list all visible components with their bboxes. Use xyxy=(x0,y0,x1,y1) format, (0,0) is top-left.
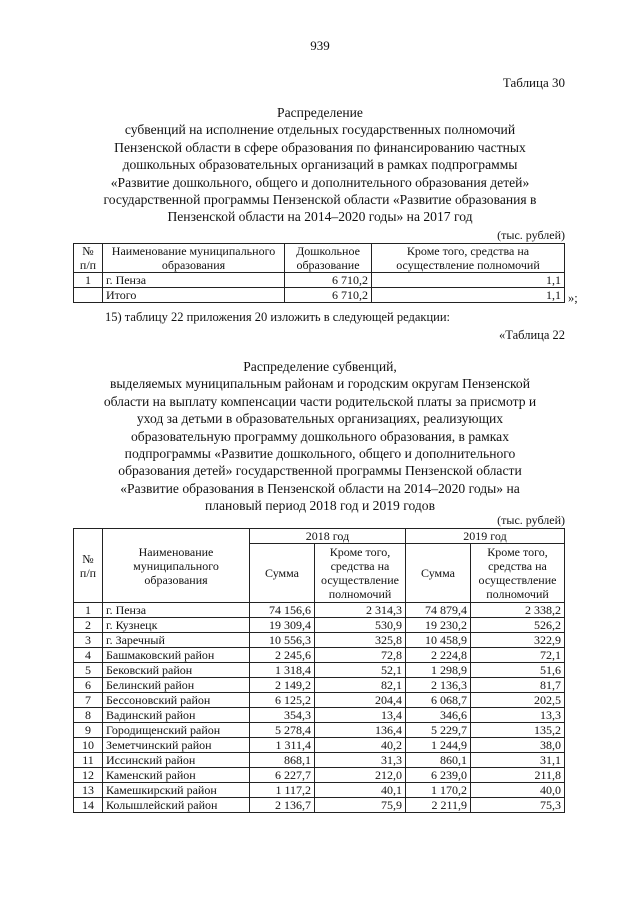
table-row xyxy=(74,648,565,663)
table22-title xyxy=(70,358,570,515)
table30-end-mark: »; xyxy=(568,291,578,305)
cell-s2018: 2 245,6 xyxy=(250,648,315,663)
cell-s2018: 6 125,2 xyxy=(250,693,315,708)
cell-extra: 1,1 xyxy=(372,273,565,288)
header-extra-2019: Кроме того, средства на осуществление полномочий xyxy=(471,544,565,603)
table-row xyxy=(74,798,565,813)
cell-num: 11 xyxy=(74,753,103,768)
table30-unit: (тыс. рублей) xyxy=(497,228,565,242)
cell-e2019: 31,1 xyxy=(471,753,565,768)
cell-s2018: 2 136,7 xyxy=(250,798,315,813)
header-name: Наименование муниципального образования xyxy=(103,244,285,273)
cell-e2019: 13,3 xyxy=(471,708,565,723)
cell-num: 5 xyxy=(74,663,103,678)
table-header-row xyxy=(74,529,565,544)
cell-s2019: 2 224,8 xyxy=(406,648,471,663)
cell-e2019: 38,0 xyxy=(471,738,565,753)
cell-e2019: 202,5 xyxy=(471,693,565,708)
page-number: 939 xyxy=(310,38,330,53)
table-row-total xyxy=(74,288,565,303)
cell-num: 7 xyxy=(74,693,103,708)
header-sum-2019: Сумма xyxy=(406,544,471,603)
table-row xyxy=(74,783,565,798)
header-sum-2018: Сумма xyxy=(250,544,315,603)
table22-unit: (тыс. рублей) xyxy=(497,513,565,527)
cell-s2019: 346,6 xyxy=(406,708,471,723)
cell-name: г. Пенза xyxy=(103,603,250,618)
cell-s2018: 1 117,2 xyxy=(250,783,315,798)
header-num xyxy=(74,244,103,273)
cell-name: г. Заречный xyxy=(103,633,250,648)
cell-name: Бессоновский район xyxy=(103,693,250,708)
cell-s2019: 860,1 xyxy=(406,753,471,768)
table-row xyxy=(74,618,565,633)
table-row xyxy=(74,633,565,648)
cell-preschool: 6 710,2 xyxy=(285,288,372,303)
cell-e2019: 211,8 xyxy=(471,768,565,783)
cell-s2018: 1 311,4 xyxy=(250,738,315,753)
cell-e2018: 212,0 xyxy=(315,768,406,783)
table30-label: Таблица 30 xyxy=(502,75,565,90)
table-row xyxy=(74,273,565,288)
cell-e2018: 204,4 xyxy=(315,693,406,708)
title-line: «Развитие образования в Пензенской области на 2014–2020 годы» на xyxy=(120,480,520,496)
table22 xyxy=(73,528,565,813)
cell-name: Бековский район xyxy=(103,663,250,678)
cell-e2018: 530,9 xyxy=(315,618,406,633)
cell-name: Колышлейский район xyxy=(103,798,250,813)
table-row xyxy=(74,723,565,738)
header-num-line1: № xyxy=(82,244,94,258)
cell-s2018: 5 278,4 xyxy=(250,723,315,738)
table-row xyxy=(74,753,565,768)
cell-s2019: 10 458,9 xyxy=(406,633,471,648)
cell-e2018: 136,4 xyxy=(315,723,406,738)
cell-name: Башмаковский район xyxy=(103,648,250,663)
title-line: дошкольных образовательных организаций в рамках подпрограммы xyxy=(122,157,518,173)
cell-s2019: 6 239,0 xyxy=(406,768,471,783)
cell-s2018: 354,3 xyxy=(250,708,315,723)
cell-e2018: 75,9 xyxy=(315,798,406,813)
cell-e2018: 40,1 xyxy=(315,783,406,798)
cell-e2019: 51,6 xyxy=(471,663,565,678)
cell-s2019: 5 229,7 xyxy=(406,723,471,738)
table-row xyxy=(74,768,565,783)
cell-e2018: 13,4 xyxy=(315,708,406,723)
title-line: образования детей» государственной программы Пензенской области xyxy=(118,463,522,479)
cell-e2018: 72,8 xyxy=(315,648,406,663)
cell-s2019: 6 068,7 xyxy=(406,693,471,708)
title-line: плановый период 2018 год и 2019 годов xyxy=(204,498,436,514)
header-num: № п/п xyxy=(74,529,103,603)
cell-num: 13 xyxy=(74,783,103,798)
cell-e2019: 526,2 xyxy=(471,618,565,633)
cell-s2019: 2 211,9 xyxy=(406,798,471,813)
cell-e2019: 2 338,2 xyxy=(471,603,565,618)
cell-s2019: 19 230,2 xyxy=(406,618,471,633)
table-row xyxy=(74,693,565,708)
table30-title xyxy=(70,104,570,226)
title-line: уход за детьми в образовательных организациях, реализующих xyxy=(136,411,504,427)
cell-num: 9 xyxy=(74,723,103,738)
title-line: выделяемых муниципальным районам и городским округам Пензенской xyxy=(109,376,531,392)
cell-s2018: 10 556,3 xyxy=(250,633,315,648)
cell-s2019: 1 298,9 xyxy=(406,663,471,678)
cell-s2018: 868,1 xyxy=(250,753,315,768)
cell-num: 3 xyxy=(74,633,103,648)
cell-s2018: 1 318,4 xyxy=(250,663,315,678)
cell-s2019: 1 170,2 xyxy=(406,783,471,798)
cell-name: Городищенский район xyxy=(103,723,250,738)
cell-e2019: 81,7 xyxy=(471,678,565,693)
title-line: области на выплату компенсации части родительской платы за присмотр и xyxy=(103,393,537,409)
cell-e2018: 82,1 xyxy=(315,678,406,693)
cell-e2019: 75,3 xyxy=(471,798,565,813)
table22-label: «Таблица 22 xyxy=(499,328,565,342)
cell-name: Иссинский район xyxy=(103,753,250,768)
header-preschool: Дошкольное образование xyxy=(285,244,372,273)
table30 xyxy=(73,243,565,303)
header-year-2019: 2019 год xyxy=(406,529,565,544)
amendment-instruction: 15) таблицу 22 приложения 20 изложить в следующей редакции: xyxy=(105,310,451,324)
title-line: государственной программы Пензенской области «Развитие образования в xyxy=(103,192,537,208)
table-row xyxy=(74,663,565,678)
cell-num: 10 xyxy=(74,738,103,753)
cell-num: 14 xyxy=(74,798,103,813)
cell-name: г. Пенза xyxy=(103,273,285,288)
cell-e2019: 40,0 xyxy=(471,783,565,798)
cell-num: 12 xyxy=(74,768,103,783)
title-line: Распределение субвенций, xyxy=(243,359,397,374)
table-row xyxy=(74,678,565,693)
cell-preschool: 6 710,2 xyxy=(285,273,372,288)
cell-name: г. Кузнецк xyxy=(103,618,250,633)
header-name: Наименование муниципального образования xyxy=(103,529,250,603)
cell-s2018: 19 309,4 xyxy=(250,618,315,633)
table-row xyxy=(74,738,565,753)
table-row xyxy=(74,603,565,618)
cell-e2018: 2 314,3 xyxy=(315,603,406,618)
title-line: образовательную программу дошкольного образования, в рамках xyxy=(131,428,509,444)
cell-num: 1 xyxy=(74,273,103,288)
table-header-row xyxy=(74,244,565,273)
cell-e2018: 52,1 xyxy=(315,663,406,678)
cell-num: 6 xyxy=(74,678,103,693)
cell-e2018: 40,2 xyxy=(315,738,406,753)
cell-num: 1 xyxy=(74,603,103,618)
cell-s2019: 74 879,4 xyxy=(406,603,471,618)
table-row xyxy=(74,708,565,723)
table22-body xyxy=(74,603,565,813)
header-extra-2018: Кроме того, средства на осуществление полномочий xyxy=(315,544,406,603)
cell-num: 8 xyxy=(74,708,103,723)
cell-e2018: 31,3 xyxy=(315,753,406,768)
cell-s2019: 1 244,9 xyxy=(406,738,471,753)
cell-e2018: 325,8 xyxy=(315,633,406,648)
cell-num: 4 xyxy=(74,648,103,663)
title-line: Пензенской области на 2014–2020 годы» на 2017 год xyxy=(167,209,473,225)
cell-s2018: 2 149,2 xyxy=(250,678,315,693)
title-line: «Развитие дошкольного, общего и дополнительного образования детей» xyxy=(110,174,530,190)
cell-extra: 1,1 xyxy=(372,288,565,303)
title-line: Распределение xyxy=(277,105,363,120)
cell-e2019: 322,9 xyxy=(471,633,565,648)
cell-name: Итого xyxy=(103,288,285,303)
title-line: Пензенской области в сфере образования по финансированию частных xyxy=(114,139,526,155)
cell-name: Земетчинский район xyxy=(103,738,250,753)
header-num-line2: п/п xyxy=(79,258,97,272)
header-extra: Кроме того, средства на осуществление полномочий xyxy=(372,244,565,273)
cell-name: Каменский район xyxy=(103,768,250,783)
cell-e2019: 72,1 xyxy=(471,648,565,663)
header-year-2018: 2018 год xyxy=(250,529,406,544)
cell-name: Белинский район xyxy=(103,678,250,693)
cell-num: 2 xyxy=(74,618,103,633)
cell-num xyxy=(74,288,103,303)
cell-s2018: 6 227,7 xyxy=(250,768,315,783)
cell-e2019: 135,2 xyxy=(471,723,565,738)
title-line: субвенций на исполнение отдельных государственных полномочий xyxy=(124,122,516,138)
cell-name: Вадинский район xyxy=(103,708,250,723)
cell-s2018: 74 156,6 xyxy=(250,603,315,618)
title-line: подпрограммы «Развитие дошкольного, общего и дополнительного xyxy=(124,446,516,462)
cell-s2019: 2 136,3 xyxy=(406,678,471,693)
cell-name: Камешкирский район xyxy=(103,783,250,798)
